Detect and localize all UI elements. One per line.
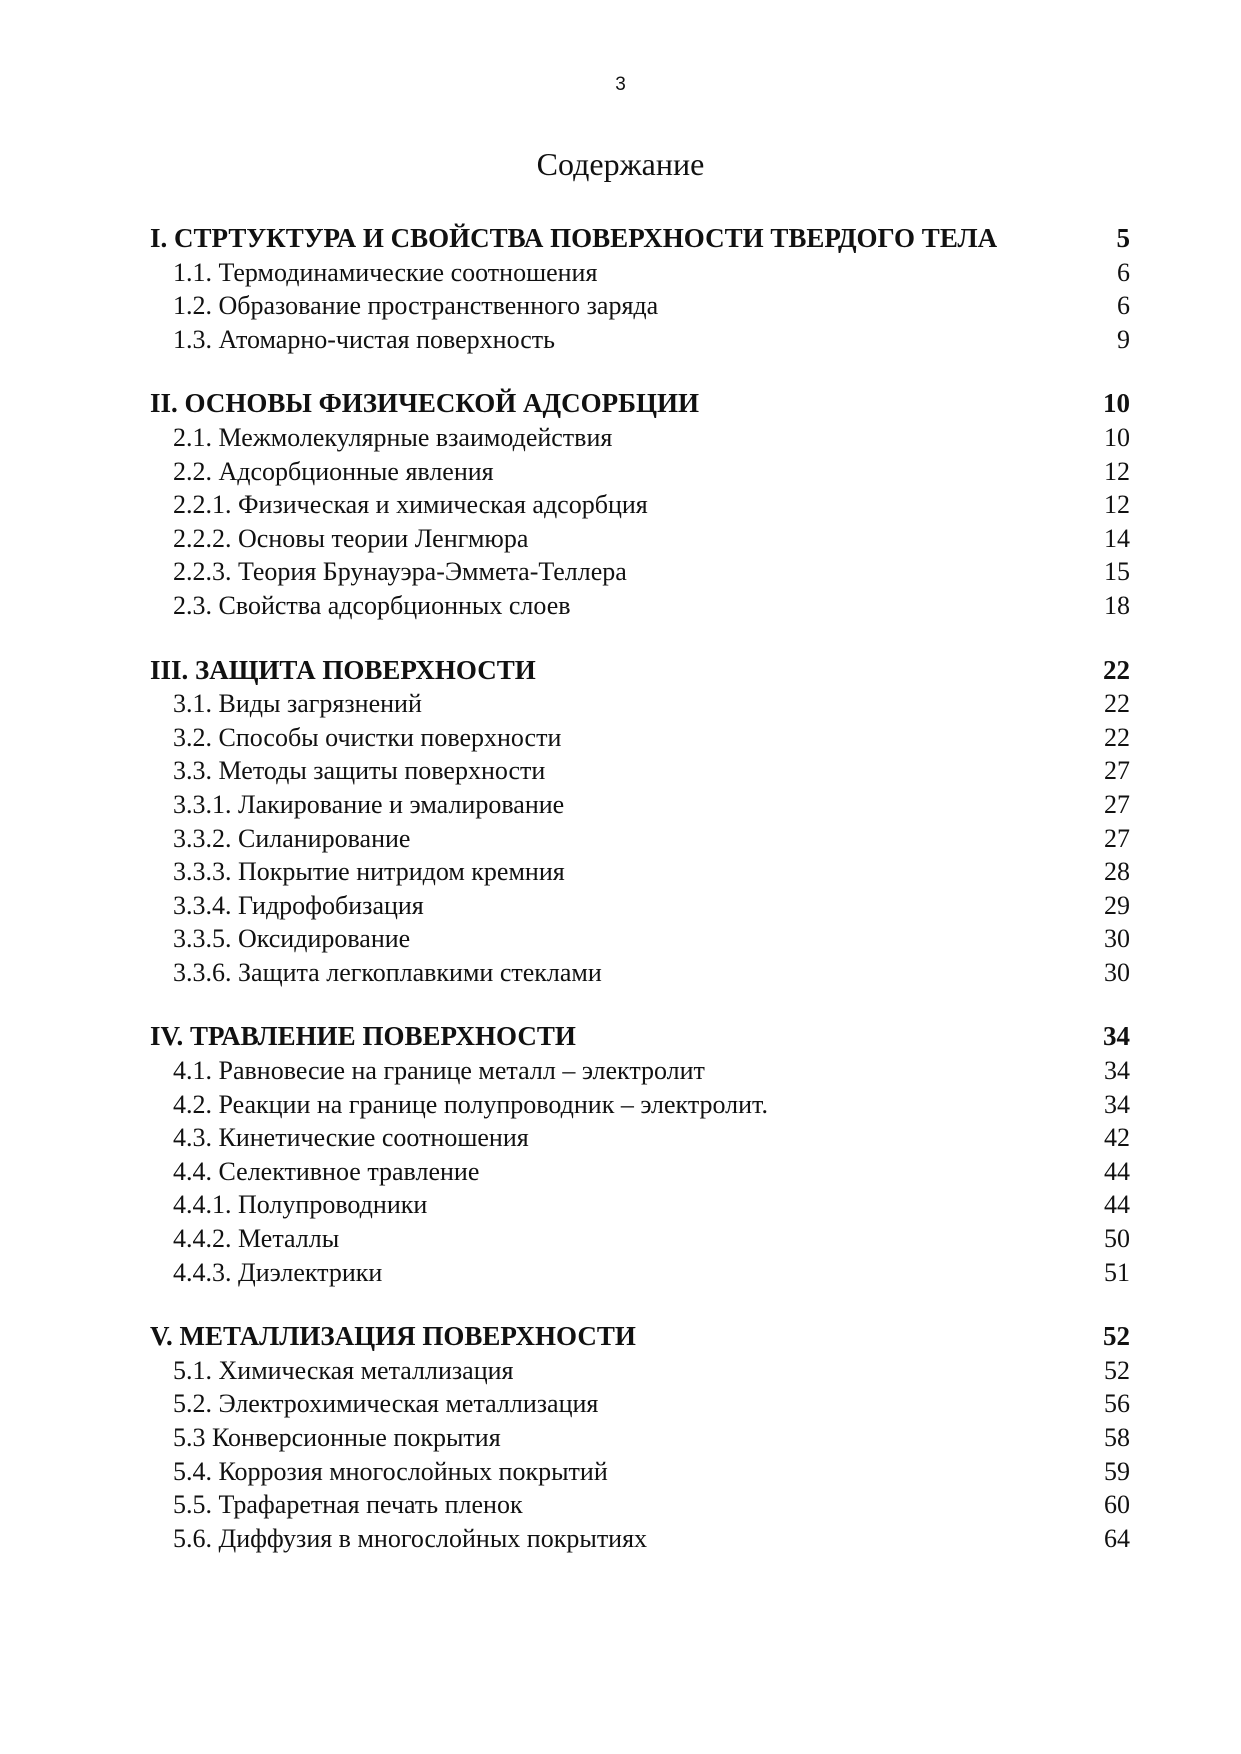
toc-chapter-label: I. СТРТУКТУРА И СВОЙСТВА ПОВЕРХНОСТИ ТВЕРДОГО ТЕЛА — [150, 223, 998, 253]
toc-entry-label: 3.3.6. Защита легкоплавкими стеклами — [173, 957, 602, 987]
toc-entry — [150, 1421, 1130, 1455]
toc-entry-page: 34 — [1104, 1089, 1130, 1119]
toc-chapter-label: IV. ТРАВЛЕНИЕ ПОВЕРХНОСТИ — [150, 1021, 576, 1052]
toc-entry-label: 3.3.4. Гидрофобизация — [173, 890, 424, 920]
toc-section — [150, 1020, 1130, 1289]
toc-entry-page: 14 — [1104, 523, 1130, 553]
toc-entry-page: 22 — [1104, 722, 1130, 752]
toc-chapter-label: III. ЗАЩИТА ПОВЕРХНОСТИ — [150, 654, 536, 685]
toc-chapter-heading — [150, 654, 1130, 688]
toc-entry-label: 2.2.2. Основы теории Ленгмюра — [173, 523, 529, 553]
toc-entry — [150, 1054, 1130, 1088]
toc-entry-page: 6 — [1117, 291, 1130, 321]
toc-entry-label: 2.2. Адсорбционные явления — [173, 456, 494, 486]
toc-entry — [150, 1188, 1130, 1222]
toc-entry-page: 15 — [1104, 557, 1130, 587]
toc-chapter-label: V. МЕТАЛЛИЗАЦИЯ ПОВЕРХНОСТИ — [150, 1321, 636, 1352]
toc-chapter-label: II. ОСНОВЫ ФИЗИЧЕСКОЙ АДСОРБЦИИ — [150, 388, 699, 419]
toc-entry-page: 18 — [1104, 590, 1130, 620]
toc-entry — [150, 256, 1130, 290]
toc-entry — [150, 1387, 1130, 1421]
toc-entry — [150, 1256, 1130, 1290]
toc-entry-label: 3.1. Виды загрязнений — [173, 689, 422, 719]
toc-entry-page: 44 — [1104, 1190, 1130, 1220]
toc-entry-page: 42 — [1104, 1123, 1130, 1153]
toc-entry-label: 2.1. Межмолекулярные взаимодействия — [173, 422, 613, 452]
toc-entry — [150, 1121, 1130, 1155]
toc-entry-label: 4.2. Реакции на границе полупроводник – электролит. — [173, 1089, 768, 1119]
toc-entry-page: 52 — [1104, 1355, 1130, 1385]
toc-entry-page: 10 — [1104, 422, 1130, 452]
toc-entry-label: 3.3.3. Покрытие нитридом кремния — [173, 857, 565, 887]
toc-entry-label: 5.1. Химическая металлизация — [173, 1355, 514, 1385]
toc-entry-label: 5.2. Электрохимическая металлизация — [173, 1389, 599, 1419]
toc-chapter-heading — [150, 387, 1130, 421]
toc-entry-page: 64 — [1104, 1523, 1130, 1553]
toc-chapter-heading — [150, 1020, 1130, 1054]
page-title: Содержание — [536, 146, 705, 182]
toc-entry-page: 28 — [1104, 857, 1130, 887]
toc-entry — [150, 289, 1130, 323]
toc-entry-label: 3.2. Способы очистки поверхности — [173, 722, 562, 752]
toc-entry — [150, 1455, 1130, 1489]
toc-entry-page: 12 — [1104, 456, 1130, 486]
toc-entry — [150, 754, 1130, 788]
toc-entry — [150, 822, 1130, 856]
toc-entry-page: 27 — [1104, 756, 1130, 786]
toc-entry-label: 3.3.5. Оксидирование — [173, 924, 411, 954]
toc-entry-label: 5.4. Коррозия многослойных покрытий — [173, 1456, 608, 1486]
toc-chapter-page: 5 — [1116, 223, 1130, 253]
toc-entry — [150, 721, 1130, 755]
toc-entry-label: 5.6. Диффузия в многослойных покрытиях — [173, 1523, 648, 1553]
toc-entry-label: 1.2. Образование пространственного заряда — [173, 291, 659, 321]
toc-entry-page: 12 — [1104, 490, 1130, 520]
toc-chapter-page: 22 — [1103, 654, 1130, 685]
toc-entry — [150, 788, 1130, 822]
toc-entry — [150, 1522, 1130, 1556]
toc-entry-page: 51 — [1104, 1257, 1130, 1287]
toc-entry — [150, 323, 1130, 357]
toc-entry-page: 30 — [1104, 924, 1130, 954]
toc-entry — [150, 922, 1130, 956]
toc-entry-label: 3.3.2. Силанирование — [173, 823, 411, 853]
toc-entry-label: 4.4. Селективное травление — [173, 1156, 480, 1186]
toc-entry-label: 5.5. Трафаретная печать пленок — [173, 1490, 523, 1520]
toc-entry — [150, 522, 1130, 556]
toc-entry-page: 27 — [1104, 823, 1130, 853]
toc-entry — [150, 889, 1130, 923]
toc-chapter-page: 10 — [1103, 388, 1130, 419]
toc-entry-page: 27 — [1104, 789, 1130, 819]
toc-entry-page: 34 — [1104, 1056, 1130, 1086]
toc-entry-label: 4.3. Кинетические соотношения — [173, 1123, 529, 1153]
toc-entry — [150, 1488, 1130, 1522]
toc-entry-label: 2.2.1. Физическая и химическая адсорбция — [173, 490, 648, 520]
toc-section — [150, 222, 1130, 356]
toc-entry-label: 2.2.3. Теория Брунауэра-Эммета-Теллера — [173, 557, 627, 587]
toc-entry-page: 6 — [1117, 257, 1130, 287]
toc-entry-label: 4.4.1. Полупроводники — [173, 1190, 428, 1220]
toc-entry — [150, 488, 1130, 522]
table-of-contents — [150, 222, 1130, 1555]
toc-entry-page: 58 — [1104, 1423, 1130, 1452]
toc-entry — [150, 589, 1130, 623]
toc-entry-label: 4.1. Равновесие на границе металл – электролит — [173, 1056, 705, 1086]
toc-entry-page: 59 — [1104, 1456, 1130, 1486]
toc-entry — [150, 1222, 1130, 1256]
toc-entry-page: 30 — [1104, 957, 1130, 987]
toc-entry — [150, 555, 1130, 589]
toc-chapter-page: 34 — [1103, 1021, 1130, 1052]
toc-entry-page: 56 — [1104, 1389, 1130, 1419]
toc-entry-label: 3.3.1. Лакирование и эмалирование — [173, 789, 565, 819]
toc-entry-page: 60 — [1104, 1490, 1130, 1520]
toc-entry-label: 5.3 Конверсионные покрытия — [173, 1423, 501, 1452]
toc-entry — [150, 421, 1130, 455]
toc-entry — [150, 455, 1130, 489]
toc-entry — [150, 1088, 1130, 1122]
toc-entry — [150, 956, 1130, 990]
page-number: 3 — [615, 74, 626, 95]
toc-entry-label: 4.4.2. Металлы — [173, 1224, 340, 1254]
toc-chapter-heading — [150, 222, 1130, 256]
toc-entry-label: 2.3. Свойства адсорбционных слоев — [173, 590, 571, 620]
toc-entry-label: 1.3. Атомарно-чистая поверхность — [173, 324, 556, 354]
toc-entry-page: 29 — [1104, 890, 1130, 920]
toc-chapter-page: 52 — [1103, 1321, 1130, 1352]
toc-entry — [150, 855, 1130, 889]
toc-entry-label: 1.1. Термодинамические соотношения — [173, 257, 598, 287]
toc-entry-label: 4.4.3. Диэлектрики — [173, 1257, 383, 1287]
toc-entry-page: 44 — [1104, 1156, 1130, 1186]
toc-entry — [150, 1155, 1130, 1189]
toc-entry — [150, 687, 1130, 721]
toc-section — [150, 387, 1130, 622]
toc-entry — [150, 1354, 1130, 1388]
toc-entry-page: 9 — [1117, 324, 1130, 354]
toc-section — [150, 1320, 1130, 1555]
toc-entry-page: 22 — [1104, 689, 1130, 719]
toc-entry-page: 50 — [1104, 1224, 1130, 1254]
toc-section — [150, 654, 1130, 990]
toc-entry-label: 3.3. Методы защиты поверхности — [173, 756, 546, 786]
toc-chapter-heading — [150, 1320, 1130, 1354]
